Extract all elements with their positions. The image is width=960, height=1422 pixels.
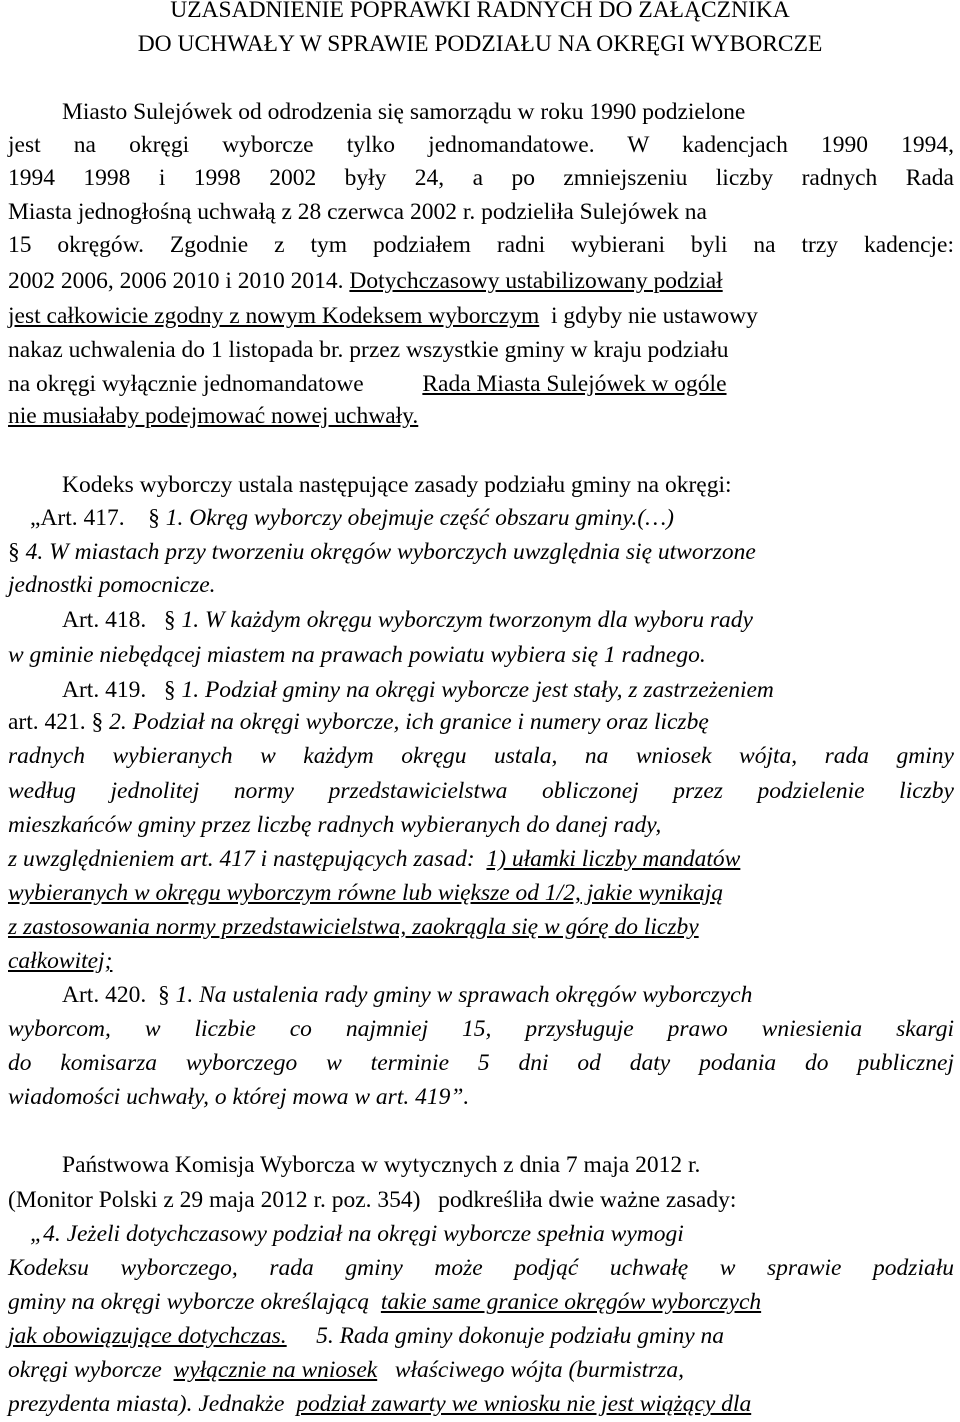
art-420-label: Art. 420. <box>62 982 147 1008</box>
pkw-line-8 <box>8 1388 954 1421</box>
art-418-line-2: w gminie niebędącej miastem na prawach powiatu wybiera się 1 radnego. <box>8 642 706 668</box>
pkw-line-2-text: podkreśliła dwie ważne zasady: <box>438 1187 737 1213</box>
paragraph-1-line-6 <box>8 265 954 298</box>
paragraph-1-line-10: nie musiałaby podejmować nowej uchwały. <box>8 403 419 429</box>
art-419-line-7: wybieranych w okręgu wyborczym równe lub większe od 1/2, jakie wynikają <box>8 880 724 906</box>
section-sign-icon: § <box>91 709 104 735</box>
pkw-line-8-underlined: podział zawarty we wniosku nie jest wiążący dla <box>296 1391 752 1417</box>
pkw-line-5 <box>8 1286 954 1319</box>
document-title-line-1: UZASADNIENIE POPRAWKI RADNYCH DO ZAŁĄCZNIKA <box>170 0 790 23</box>
paragraph-1-line-9 <box>8 368 954 401</box>
pkw-line-8-text: prezydenta miasta). Jednakże <box>8 1391 285 1417</box>
art-420-line-3: do komisarza wyborczego w terminie 5 dni od daty podania do publicznej <box>8 1050 954 1076</box>
art-417-line-3: jednostki pomocnicze. <box>8 572 216 598</box>
section-sign-icon: § <box>157 982 170 1008</box>
art-420-line-4: wiadomości uchwały, o której mowa w art. 419”. <box>8 1084 470 1110</box>
pkw-line-6-text: 5. Rada gminy dokonuje podziału gminy na <box>316 1323 724 1349</box>
art-419-para-1: 1. Podział gminy na okręgi wyborcze jest stały, z zastrzeżeniem <box>181 677 774 703</box>
pkw-line-6 <box>8 1320 954 1353</box>
pkw-line-2-source: (Monitor Polski z 29 maja 2012 r. poz. 354) <box>8 1187 421 1213</box>
art-418-label: Art. 418. <box>62 607 147 633</box>
art-417-line <box>8 502 954 535</box>
section-sign-icon: § <box>8 539 20 565</box>
pkw-line-4: Kodeksu wyborczego, rada gminy może podjąć uchwałę w sprawie podziału <box>8 1255 954 1281</box>
art-419-line-4: według jednolitej normy przedstawicielstwa obliczonej przez podzielenie liczby <box>8 778 954 804</box>
art-419-line-6-text: z uwzględnieniem art. 417 i następujących zasad: <box>8 846 475 872</box>
art-419-line-5: mieszkańców gminy przez liczbę radnych wybieranych do danej rady, <box>8 812 662 838</box>
pkw-line-7-text-1: okręgi wyborcze <box>8 1357 162 1383</box>
pkw-line-6-underlined: jak obowiązujące dotychczas. <box>8 1323 287 1349</box>
paragraph-1-line-5: 15 okręgów. Zgodnie z tym podziałem radni wybierani byli na trzy kadencje: <box>8 232 954 258</box>
art-419-line-8: z zastosowania normy przedstawicielstwa, zaokrągla się w górę do liczby <box>8 914 699 940</box>
pkw-line-7-text-2: właściwego wójta (burmistrza, <box>394 1357 685 1383</box>
paragraph-1-line-7-underlined: jest całkowicie zgodny z nowym Kodeksem wyborczym <box>8 303 540 329</box>
art-418-line <box>8 604 954 637</box>
art-419-line-9: całkowitej; <box>8 948 113 974</box>
paragraph-1-line-9-text: na okręgi wyłącznie jednomandatowe <box>8 371 364 397</box>
art-418-para-1: 1. W każdym okręgu wyborczym tworzonym dla wyboru rady <box>181 607 753 633</box>
pkw-line-7-underlined: wyłącznie na wniosek <box>173 1357 378 1383</box>
art-419-line <box>8 674 954 707</box>
art-417-para-1: 1. Okręg wyborczy obejmuje część obszaru gminy.(…) <box>165 505 674 531</box>
pkw-line-3: „4. Jeżeli dotychczasowy podział na okręgi wyborcze spełnia wymogi <box>30 1221 684 1247</box>
art-419-label: Art. 419. <box>62 677 147 703</box>
art-420-para-1: 1. Na ustalenia rady gminy w sprawach okręgów wyborczych <box>175 982 753 1008</box>
paragraph-1-line-7-text: i gdyby nie ustawowy <box>550 303 758 329</box>
paragraph-1-line-6-text: 2002 2006, 2006 2010 i 2010 2014. <box>8 268 344 294</box>
pkw-line-7 <box>8 1354 954 1387</box>
art-419-line-3: radnych wybieranych w każdym okręgu ustala, na wniosek wójta, rada gminy <box>8 743 954 769</box>
section-sign-icon: § <box>163 677 176 703</box>
section-sign-icon: § <box>148 505 160 531</box>
art-419-line-2 <box>8 706 954 739</box>
art-420-line <box>8 979 954 1012</box>
paragraph-1-line-2: jest na okręgi wyborcze tylko jednomandatowe. W kadencjach 1990 1994, <box>8 132 954 158</box>
art-417-label: „Art. 417. <box>30 505 125 531</box>
pkw-line-1: Państwowa Komisja Wyborcza w wytycznych z dnia 7 maja 2012 r. <box>62 1152 701 1178</box>
paragraph-1-line-8: nakaz uchwalenia do 1 listopada br. przez wszystkie gminy w kraju podziału <box>8 337 729 363</box>
paragraph-1-line-7 <box>8 300 954 333</box>
pkw-line-5-underlined: takie same granice okręgów wyborczych <box>380 1289 762 1315</box>
paragraph-1-line-6-underlined: Dotychczasowy ustabilizowany podział <box>349 268 723 294</box>
art-419-line-6-underlined: 1) ułamki liczby mandatów <box>486 846 741 872</box>
kodeks-intro-line: Kodeks wyborczy ustala następujące zasady podziału gminy na okręgi: <box>62 472 732 498</box>
document-title-line-2: DO UCHWAŁY W SPRAWIE PODZIAŁU NA OKRĘGI WYBORCZE <box>137 31 823 57</box>
art-420-line-2: wyborcom, w liczbie co najmniej 15, przysługuje prawo wniesienia skargi <box>8 1016 954 1042</box>
art-417-line-2 <box>8 536 954 569</box>
section-sign-icon: § <box>163 607 176 633</box>
art-419-line-6 <box>8 843 954 876</box>
paragraph-1-line-4: Miasta jednogłośną uchwałą z 28 czerwca 2002 r. podzieliła Sulejówek na <box>8 199 707 225</box>
art-419-para-2: 2. Podział na okręgi wyborcze, ich granice i numery oraz liczbę <box>109 709 709 735</box>
pkw-line-5-text: gminy na okręgi wyborcze określającą <box>8 1289 370 1315</box>
paragraph-1-line-3: 1994 1998 i 1998 2002 były 24, a po zmniejszeniu liczby radnych Rada <box>8 165 954 191</box>
art-419-ref: art. 421. <box>8 709 86 735</box>
paragraph-1-line-1: Miasto Sulejówek od odrodzenia się samorządu w roku 1990 podzielone <box>62 99 746 125</box>
art-417-para-4: 4. W miastach przy tworzeniu okręgów wyborczych uwzględnia się utworzone <box>25 539 756 565</box>
pkw-line-2 <box>8 1184 954 1217</box>
paragraph-1-line-9-underlined: Rada Miasta Sulejówek w ogóle <box>422 371 727 397</box>
